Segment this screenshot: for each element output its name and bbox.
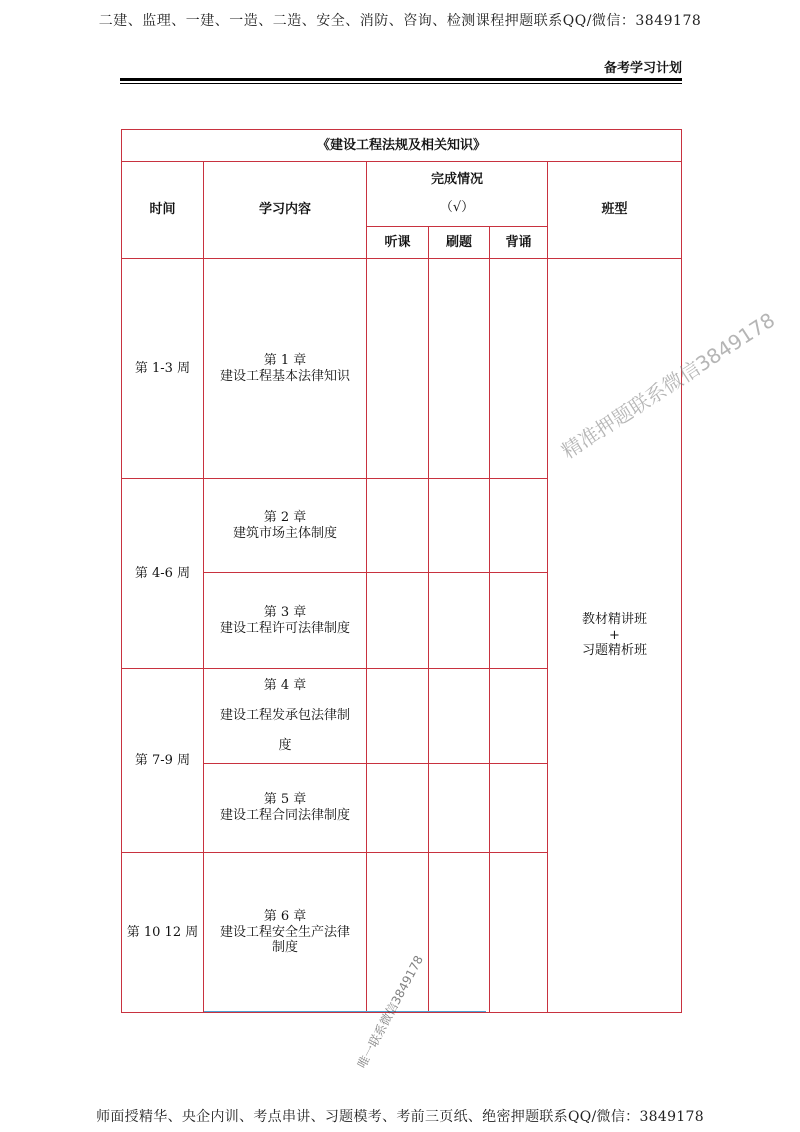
chapter-title: 建筑市场主体制度 xyxy=(232,525,337,541)
study-plan-table xyxy=(121,129,682,1013)
chapter-cell xyxy=(204,764,367,853)
class-type-line-3: 习题精析班 xyxy=(581,643,647,659)
chapter-number: 第 1 章 xyxy=(263,352,307,368)
header-content: 学习内容 xyxy=(204,162,367,259)
chapter-title: 建设工程基本法律知识 xyxy=(219,368,350,384)
listen-checkbox-cell[interactable] xyxy=(367,764,429,853)
listen-checkbox-cell[interactable] xyxy=(367,259,429,479)
chapter-number: 第 5 章 xyxy=(263,792,307,808)
period-cell: 第 10 12 周 xyxy=(122,853,204,1013)
chapter-cell xyxy=(204,573,367,669)
recite-checkbox-cell[interactable] xyxy=(490,259,548,479)
listen-checkbox-cell[interactable] xyxy=(367,669,429,764)
chapter-cell xyxy=(204,479,367,573)
chapter-title: 建设工程安全生产法律 xyxy=(219,924,350,940)
header-practice: 刷题 xyxy=(429,227,490,259)
chapter-cell xyxy=(204,669,367,764)
recite-checkbox-cell[interactable] xyxy=(490,853,548,1013)
recite-checkbox-cell[interactable] xyxy=(490,669,548,764)
class-type-line-1: 教材精讲班 xyxy=(581,612,647,628)
chapter-number: 第 6 章 xyxy=(263,909,307,925)
period-cell: 第 4-6 周 xyxy=(122,479,204,669)
chapter-title: 建设工程发承包法律制 xyxy=(219,708,350,723)
practice-checkbox-cell[interactable] xyxy=(429,479,490,573)
chapter-title-continued: 度 xyxy=(278,738,292,753)
header-recite: 背诵 xyxy=(490,227,548,259)
top-banner: 二建、监理、一建、一造、二造、安全、消防、咨询、检测课程押题联系QQ/微信：3849178 xyxy=(98,13,702,29)
header-completion-mark: （√） xyxy=(439,200,475,215)
chapter-number: 第 4 章 xyxy=(263,678,307,693)
header-completion-label: 完成情况 xyxy=(430,172,483,188)
chapter-title: 建设工程合同法律制度 xyxy=(219,808,350,823)
header-class-type: 班型 xyxy=(548,162,682,259)
header-rule-thick xyxy=(120,78,682,81)
header-time: 时间 xyxy=(122,162,204,259)
recite-checkbox-cell[interactable] xyxy=(490,573,548,669)
practice-checkbox-cell[interactable] xyxy=(429,764,490,853)
recite-checkbox-cell[interactable] xyxy=(490,764,548,853)
practice-checkbox-cell[interactable] xyxy=(429,259,490,479)
table-bottom-accent-line xyxy=(204,1011,486,1012)
chapter-cell xyxy=(204,259,367,479)
period-cell: 第 1-3 周 xyxy=(122,259,204,479)
class-type-line-2: + xyxy=(609,627,620,643)
header-listen: 听课 xyxy=(367,227,429,259)
practice-checkbox-cell[interactable] xyxy=(429,669,490,764)
watermark-small: 唯一联系微信3849178 xyxy=(354,953,427,1071)
watermark-main: 精准押题联系微信3849178 xyxy=(557,307,780,464)
chapter-title: 建设工程许可法律制度 xyxy=(219,620,350,636)
header-completion xyxy=(367,162,548,227)
period-cell: 第 7-9 周 xyxy=(122,669,204,853)
header-rule-thin xyxy=(120,83,682,84)
chapter-cell xyxy=(204,853,367,1013)
listen-checkbox-cell[interactable] xyxy=(367,479,429,573)
listen-checkbox-cell[interactable] xyxy=(367,573,429,669)
chapter-number: 第 2 章 xyxy=(263,509,307,525)
table-title: 《建设工程法规及相关知识》 xyxy=(122,130,682,162)
practice-checkbox-cell[interactable] xyxy=(429,853,490,1013)
practice-checkbox-cell[interactable] xyxy=(429,573,490,669)
chapter-title-continued: 制度 xyxy=(271,940,298,956)
header-title: 备考学习计划 xyxy=(603,61,682,76)
bottom-banner: 师面授精华、央企内训、考点串讲、习题模考、考前三页纸、绝密押题联系QQ/微信：3849178 xyxy=(96,1109,704,1125)
chapter-number: 第 3 章 xyxy=(263,604,307,620)
recite-checkbox-cell[interactable] xyxy=(490,479,548,573)
